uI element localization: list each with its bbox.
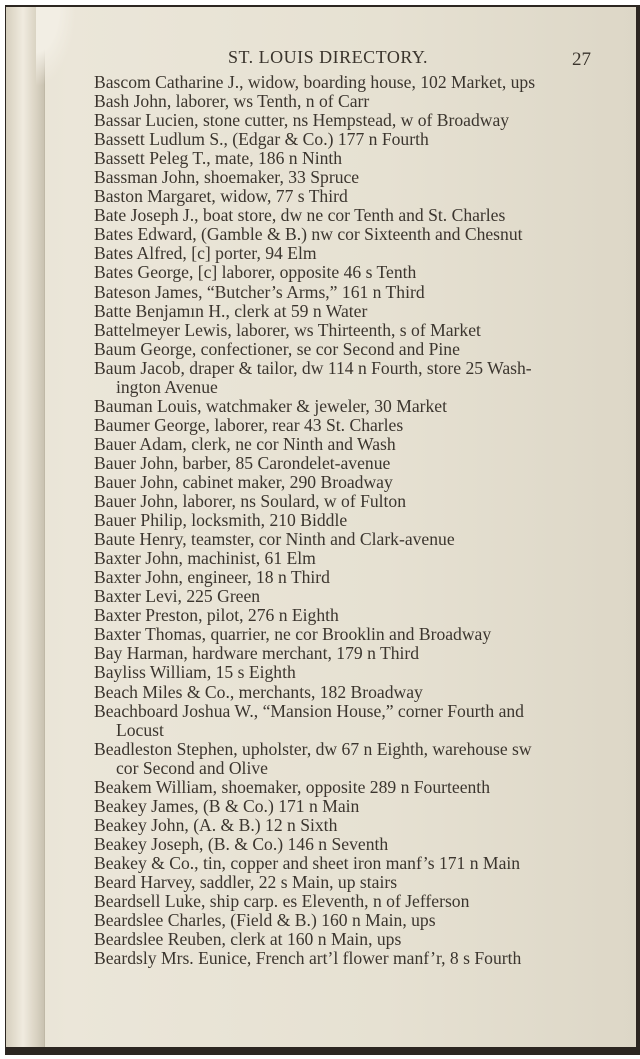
entry-text: Bash John, laborer, ws Tenth, n of Carr [94, 91, 370, 112]
directory-entry [94, 644, 604, 663]
entry-text: Baston Margaret, widow, 77 s Third [94, 186, 348, 207]
entry-continuation: Locust [116, 719, 164, 740]
entry-text: Beardslee Reuben, clerk at 160 n Main, ups [94, 929, 402, 950]
entry-text: Bauer Adam, clerk, ne cor Ninth and Wash [94, 433, 396, 454]
entry-text: Bauer John, laborer, ns Soulard, w of Fulton [94, 491, 407, 512]
directory-entry [94, 92, 604, 111]
directory-entry [94, 111, 604, 130]
entry-text: Battelmeyer Lewis, laborer, ws Thirteenth, s of Market [94, 319, 481, 340]
entry-text: Baxter Levi, 225 Green [94, 586, 261, 607]
directory-entry [94, 454, 604, 473]
directory-entry [94, 930, 604, 949]
entry-text: Baxter John, machinist, 61 Elm [94, 548, 316, 569]
directory-entry [94, 359, 604, 397]
directory-entry [94, 416, 604, 435]
directory-entry [94, 340, 604, 359]
entry-text: Beakey Joseph, (B. & Co.) 146 n Seventh [94, 833, 389, 854]
directory-entry [94, 473, 604, 492]
directory-entry [94, 683, 604, 702]
directory-entry [94, 625, 604, 644]
entry-text: Beardsell Luke, ship carp. es Eleventh, n of Jefferson [94, 891, 470, 912]
entry-text: Beardslee Charles, (Field & B.) 160 n Main, ups [94, 910, 436, 931]
entry-text: Bascom Catharine J., widow, boarding house, 102 Market, ups [94, 72, 536, 92]
entry-text: Bauer John, barber, 85 Carondelet-avenue [94, 452, 391, 473]
directory-entry [94, 168, 604, 187]
directory-entry [94, 816, 604, 835]
entry-text: Beachboard Joshua W., “Mansion House,” corner Fourth and [94, 700, 524, 721]
entry-text: Bateson James, “Butcher’s Arms,” 161 n Third [94, 281, 425, 302]
directory-entry [94, 511, 604, 530]
directory-entry [94, 549, 604, 568]
directory-entry [94, 130, 604, 149]
entry-text: Bates Edward, (Gamble & B.) nw cor Sixteenth and Chesnut [94, 224, 523, 245]
entry-text: Bassett Peleg T., mate, 186 n Ninth [94, 148, 343, 169]
entry-text: Bauer Philip, locksmith, 210 Biddle [94, 510, 348, 531]
directory-entry [94, 302, 604, 321]
directory-entry [94, 873, 604, 892]
entry-continuation: ington Avenue [116, 376, 218, 397]
directory-entry [94, 397, 604, 416]
entry-text: Bauer John, cabinet maker, 290 Broadway [94, 471, 393, 492]
page-fold [6, 7, 45, 1047]
directory-entry [94, 587, 604, 606]
running-title: ST. LOUIS DIRECTORY. [228, 47, 429, 67]
entry-text: Bates George, [c] laborer, opposite 46 s Tenth [94, 262, 417, 283]
entry-text: Bauman Louis, watchmaker & jeweler, 30 Market [94, 395, 448, 416]
directory-entry [94, 435, 604, 454]
entry-text: Beakey James, (B & Co.) 171 n Main [94, 795, 360, 816]
entry-text: Beard Harvey, saddler, 22 s Main, up stairs [94, 871, 398, 892]
entry-text: Beadleston Stephen, upholster, dw 67 n Eighth, warehouse sw [94, 738, 532, 759]
directory-entry [94, 568, 604, 587]
entry-text: Baute Henry, teamster, cor Ninth and Clark-avenue [94, 529, 455, 550]
directory-entry [94, 530, 604, 549]
directory-entry [94, 492, 604, 511]
entry-text: Baxter Preston, pilot, 276 n Eighth [94, 605, 339, 626]
directory-entry [94, 835, 604, 854]
entry-text: Beakem William, shoemaker, opposite 289 n Fourteenth [94, 776, 490, 797]
page-header [6, 45, 636, 69]
directory-entry [94, 149, 604, 168]
entry-text: Baumer George, laborer, rear 43 St. Charles [94, 414, 404, 435]
page-number: 27 [572, 49, 591, 70]
directory-entry [94, 225, 604, 244]
directory-entry [94, 283, 604, 302]
entry-text: Batte Benjamın H., clerk at 59 n Water [94, 300, 368, 321]
directory-entry [94, 206, 604, 225]
directory-entry [94, 949, 604, 968]
directory-entry [94, 187, 604, 206]
directory-entry [94, 606, 604, 625]
directory-entry [94, 244, 604, 263]
entry-text: Baum Jacob, draper & tailor, dw 114 n Fourth, store 25 Wash- [94, 357, 532, 378]
entry-text: Bate Joseph J., boat store, dw ne cor Tenth and St. Charles [94, 205, 506, 226]
directory-entry [94, 892, 604, 911]
entry-text: Beakey John, (A. & B.) 12 n Sixth [94, 814, 338, 835]
entry-text: Baxter Thomas, quarrier, ne cor Brooklin and Broadway [94, 624, 492, 645]
entry-text: Bayliss William, 15 s Eighth [94, 662, 296, 683]
directory-entry [94, 663, 604, 682]
directory-entry [94, 797, 604, 816]
directory-entry [94, 73, 604, 92]
entry-text: Bay Harman, hardware merchant, 179 n Third [94, 643, 420, 664]
directory-entry [94, 854, 604, 873]
entry-text: Bassman John, shoemaker, 33 Spruce [94, 167, 360, 188]
entry-text: Bassett Ludlum S., (Edgar & Co.) 177 n Fourth [94, 129, 429, 150]
directory-entry [94, 321, 604, 340]
entry-text: Bassar Lucien, stone cutter, ns Hempstead, w of Broadway [94, 110, 510, 131]
directory-entry [94, 778, 604, 797]
directory-entry [94, 263, 604, 282]
entry-text: Bates Alfred, [c] porter, 94 Elm [94, 243, 317, 264]
entry-continuation: cor Second and Olive [116, 757, 268, 778]
entry-text: Beardsly Mrs. Eunice, French art’l flower manf’r, 8 s Fourth [94, 948, 522, 969]
directory-entry [94, 702, 604, 740]
directory-entry [94, 911, 604, 930]
entry-text: Beach Miles & Co., merchants, 182 Broadway [94, 681, 423, 702]
directory-page [6, 7, 636, 1047]
directory-entries [94, 73, 604, 968]
entry-text: Baum George, confectioner, se cor Second and Pine [94, 338, 460, 359]
directory-entry [94, 740, 604, 778]
entry-text: Baxter John, engineer, 18 n Third [94, 567, 330, 588]
entry-text: Beakey & Co., tin, copper and sheet iron manf’s 171 n Main [94, 852, 521, 873]
